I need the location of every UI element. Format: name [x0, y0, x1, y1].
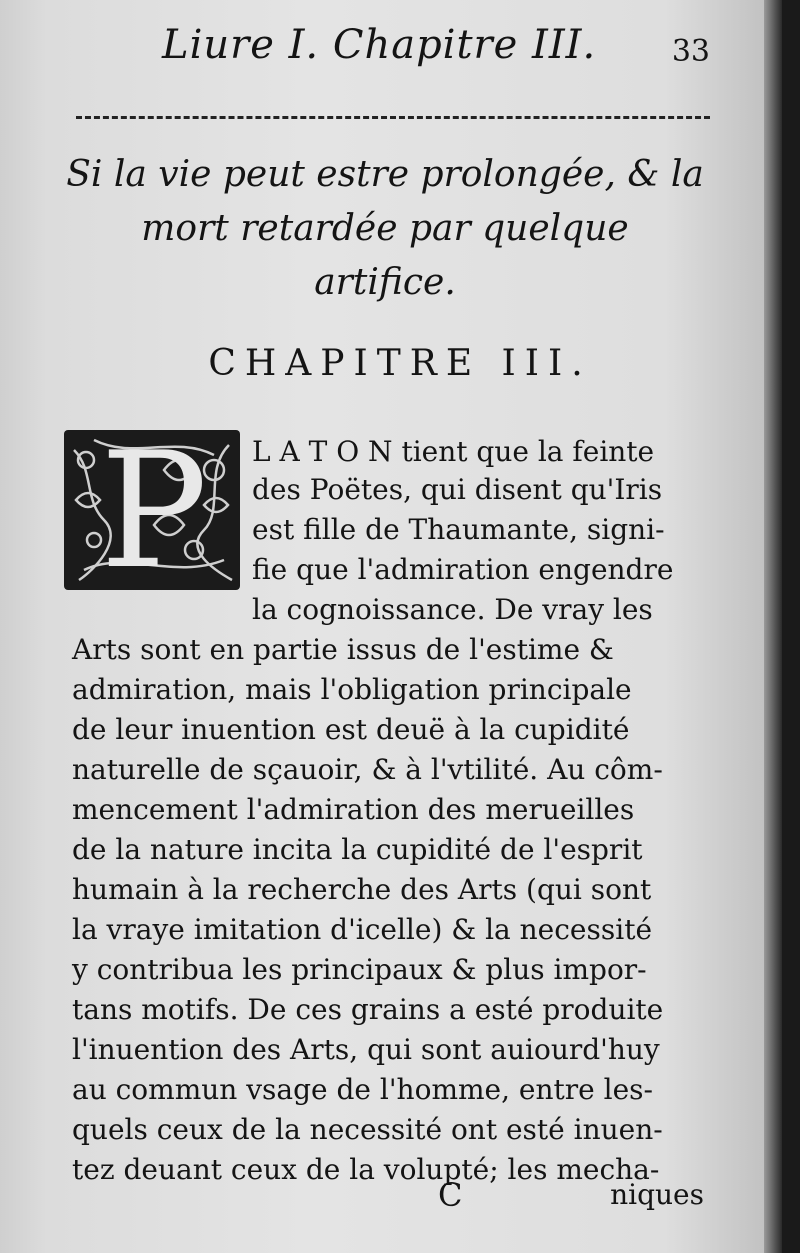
body-line: tans motifs. De ces grains a esté produite	[72, 993, 664, 1026]
catchword: niques	[610, 1178, 704, 1211]
body-line: de leur inuention est deuë à la cupidité	[72, 713, 630, 746]
chapter-title	[60, 148, 710, 310]
dropcap-letter: P	[100, 417, 208, 604]
header-rule	[76, 116, 710, 119]
page-header	[140, 18, 720, 78]
body-line: admiration, mais l'obligation principale	[72, 673, 632, 706]
body-line: fie que l'admiration engendre	[252, 553, 674, 586]
body-line: y contribua les principaux & plus impor-	[72, 953, 647, 986]
page-number: 33	[671, 34, 710, 69]
body-line: humain à la recherche des Arts (qui sont	[72, 873, 652, 906]
signature-mark: C	[438, 1176, 463, 1214]
body-line: des Poëtes, qui disent qu'Iris	[252, 473, 663, 506]
chapter-title-line-3: artifice.	[314, 262, 456, 303]
body-line: la vraye imitation d'icelle) & la necessité	[72, 913, 653, 946]
body-line: Arts sont en partie issus de l'estime &	[72, 633, 614, 666]
chapter-heading: CHAPITRE III.	[208, 343, 592, 384]
running-head: Liure I. Chapitre III.	[162, 22, 597, 68]
body-line: au commun vsage de l'homme, entre les-	[72, 1073, 653, 1106]
body-line: la cognoissance. De vray les	[252, 593, 653, 626]
body-line: l'inuention des Arts, qui sont auiourd'huy	[72, 1033, 660, 1066]
body-line: naturelle de sçauoir, & à l'vtilité. Au côm-	[72, 753, 663, 786]
page-edge-shadow	[764, 0, 782, 1253]
chapter-title-line-2: mort retardée par quelque	[141, 208, 629, 249]
body-line: tez deuant ceux de la volupté; les mecha-	[72, 1153, 660, 1186]
chapter-title-line-1: Si la vie peut estre prolongée, & la	[66, 154, 704, 195]
body-line: est fille de Thaumante, signi-	[252, 513, 665, 546]
body-line: L A T O N tient que la feinte	[252, 435, 655, 468]
decorated-initial	[64, 417, 240, 604]
body-line: de la nature incita la cupidité de l'esprit	[72, 833, 643, 866]
body-line: mencement l'admiration des merueilles	[72, 793, 635, 826]
body-line: quels ceux de la necessité ont esté inuen-	[72, 1113, 663, 1146]
